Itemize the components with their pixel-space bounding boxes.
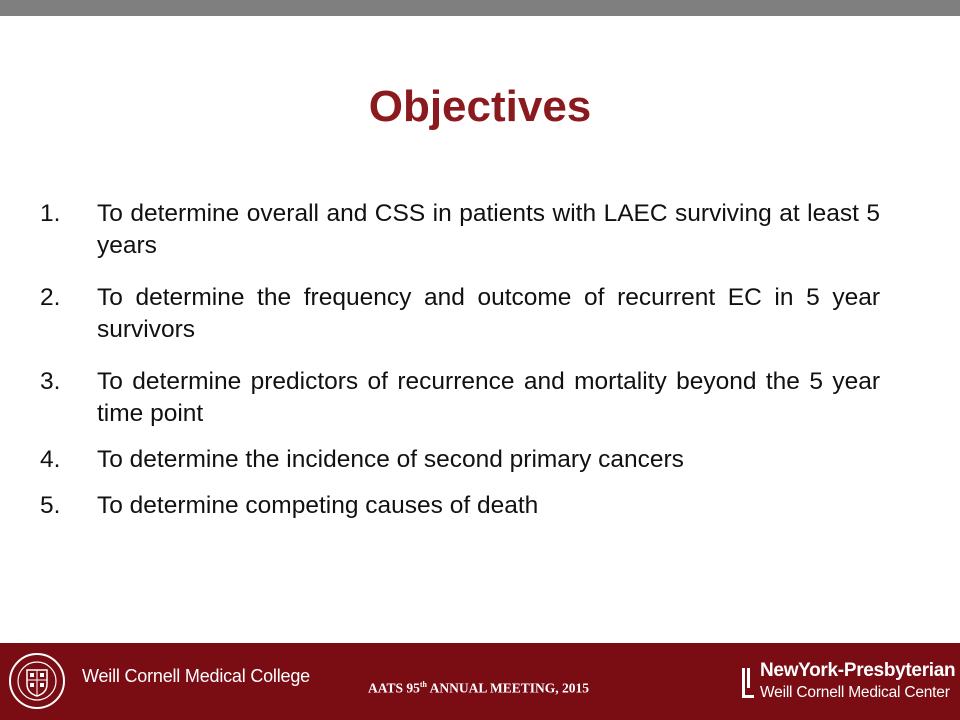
objective-item [40,366,880,430]
objective-item [40,490,880,522]
objectives-list [40,198,880,542]
meeting-label: AATS 95th ANNUAL MEETING, 2015 [368,680,590,696]
slide-title: Objectives [368,82,592,131]
objective-number: 1. [40,200,61,227]
objective-text: To determine predictors of recurrence and mortality beyond the 5 year time point [97,368,880,427]
weill-cornell-logo-text: Weill Cornell Medical College [82,666,310,686]
objective-number: 2. [40,284,61,311]
objective-number: 5. [40,492,61,519]
weill-cornell-seal-icon [8,652,66,710]
nyp-logo-name: NewYork-Presbyterian [760,660,956,681]
nyp-logo-subtitle: Weill Cornell Medical Center [760,684,950,701]
objective-text: To determine competing causes of death [97,492,539,519]
top-bar [0,0,960,16]
nyp-bracket-icon [742,662,758,704]
objective-item [40,198,880,262]
objective-number: 3. [40,368,61,395]
objective-text: To determine the incidence of second primary cancers [97,446,684,473]
objective-text: To determine the frequency and outcome of recurrent EC in 5 year survivors [97,284,880,343]
objective-item [40,444,880,476]
objective-text: To determine overall and CSS in patients with LAEC surviving at least 5 years [97,200,880,259]
objective-number: 4. [40,446,61,473]
objective-item [40,282,880,346]
